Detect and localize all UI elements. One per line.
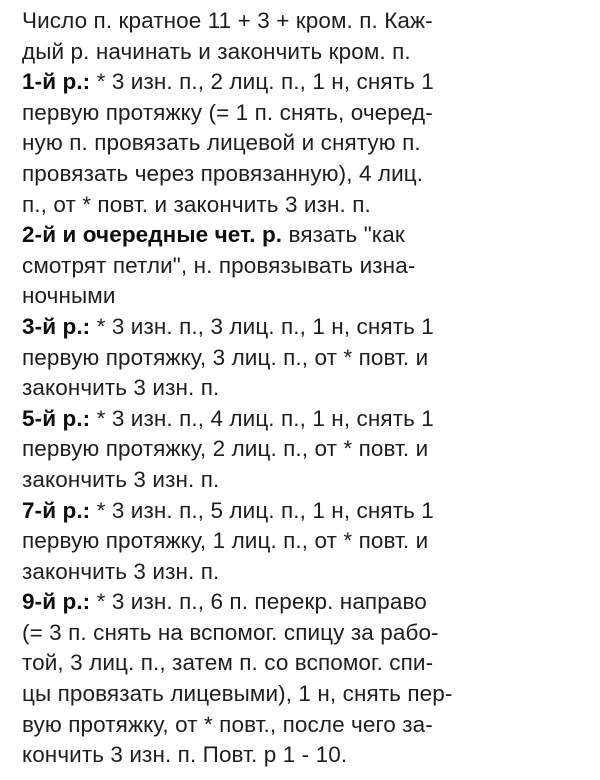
line-text: закончить 3 изн. п. xyxy=(22,375,220,401)
line-text: * 3 изн. п., 3 лиц. п., 1 н, снять 1 xyxy=(90,313,434,339)
row-label: 2-й и очередные чет. р. xyxy=(22,222,283,248)
text-line xyxy=(22,557,584,588)
text-line xyxy=(22,465,584,496)
knitting-instructions xyxy=(22,6,584,771)
text-line xyxy=(22,404,584,435)
line-text: * 3 изн. п., 6 п. перекр. направо xyxy=(90,589,427,615)
row-label: 9-й р.: xyxy=(22,589,91,615)
even-rows-paragraph xyxy=(22,220,584,312)
text-line xyxy=(22,710,584,741)
line-text: п., от * повт. и закончить 3 изн. п. xyxy=(22,191,371,217)
text-line xyxy=(22,343,584,374)
line-text: * 3 изн. п., 5 лиц. п., 1 н, снять 1 xyxy=(90,497,434,523)
line-text: смотрят петли", н. провязывать изна- xyxy=(22,252,416,278)
line-text: ную п. провязать лицевой и снятую п. xyxy=(22,130,421,156)
line-text: (= 3 п. снять на вспомог. спицу за рабо- xyxy=(22,619,439,645)
text-line xyxy=(22,740,584,771)
text-line xyxy=(22,159,584,190)
text-line xyxy=(22,373,584,404)
line-text: той, 3 лиц. п., затем п. со вспомог. спи- xyxy=(22,650,434,676)
row-label: 3-й р.: xyxy=(22,313,91,339)
row-9-paragraph xyxy=(22,587,584,771)
row-1-paragraph xyxy=(22,67,584,220)
intro-paragraph xyxy=(22,6,584,67)
text-line xyxy=(22,67,584,98)
row-label: 1-й р.: xyxy=(22,69,91,95)
row-3-paragraph xyxy=(22,312,584,404)
line-text: кончить 3 изн. п. Повт. р 1 - 10. xyxy=(22,742,348,768)
line-text: ночными xyxy=(22,283,116,309)
line-text: * 3 изн. п., 2 лиц. п., 1 н, снять 1 xyxy=(90,69,434,95)
line-text: первую протяжку (= 1 п. снять, очеред- xyxy=(22,99,433,125)
text-line xyxy=(22,648,584,679)
text-line xyxy=(22,37,584,68)
line-text: закончить 3 изн. п. xyxy=(22,558,220,584)
text-line xyxy=(22,220,584,251)
text-line xyxy=(22,128,584,159)
line-text: закончить 3 изн. п. xyxy=(22,466,220,492)
line-text: * 3 изн. п., 4 лиц. п., 1 н, снять 1 xyxy=(90,405,434,431)
text-line xyxy=(22,312,584,343)
line-text: первую протяжку, 1 лиц. п., от * повт. и xyxy=(22,528,429,554)
line-text: первую протяжку, 2 лиц. п., от * повт. и xyxy=(22,436,429,462)
text-line xyxy=(22,6,584,37)
row-label: 7-й р.: xyxy=(22,497,91,523)
line-text: вую протяжку, от * повт., после чего за- xyxy=(22,711,433,737)
text-line xyxy=(22,496,584,527)
line-text: первую протяжку, 3 лиц. п., от * повт. и xyxy=(22,344,429,370)
text-line xyxy=(22,190,584,221)
line-text: цы провязать лицевыми), 1 н, снять пер- xyxy=(22,681,453,707)
row-7-paragraph xyxy=(22,496,584,588)
row-label: 5-й р.: xyxy=(22,405,91,431)
text-line xyxy=(22,434,584,465)
text-line xyxy=(22,618,584,649)
line-text: Число п. кратное 11 + 3 + кром. п. Каж- xyxy=(22,8,433,33)
line-text: вязать "как xyxy=(282,222,405,248)
row-5-paragraph xyxy=(22,404,584,496)
line-text: провязать через провязанную), 4 лиц. xyxy=(22,160,424,186)
text-line xyxy=(22,526,584,557)
text-line xyxy=(22,251,584,282)
text-line xyxy=(22,98,584,129)
line-text: дый р. начинать и закончить кром. п. xyxy=(22,38,411,64)
text-line xyxy=(22,281,584,312)
text-line xyxy=(22,679,584,710)
text-line xyxy=(22,587,584,618)
